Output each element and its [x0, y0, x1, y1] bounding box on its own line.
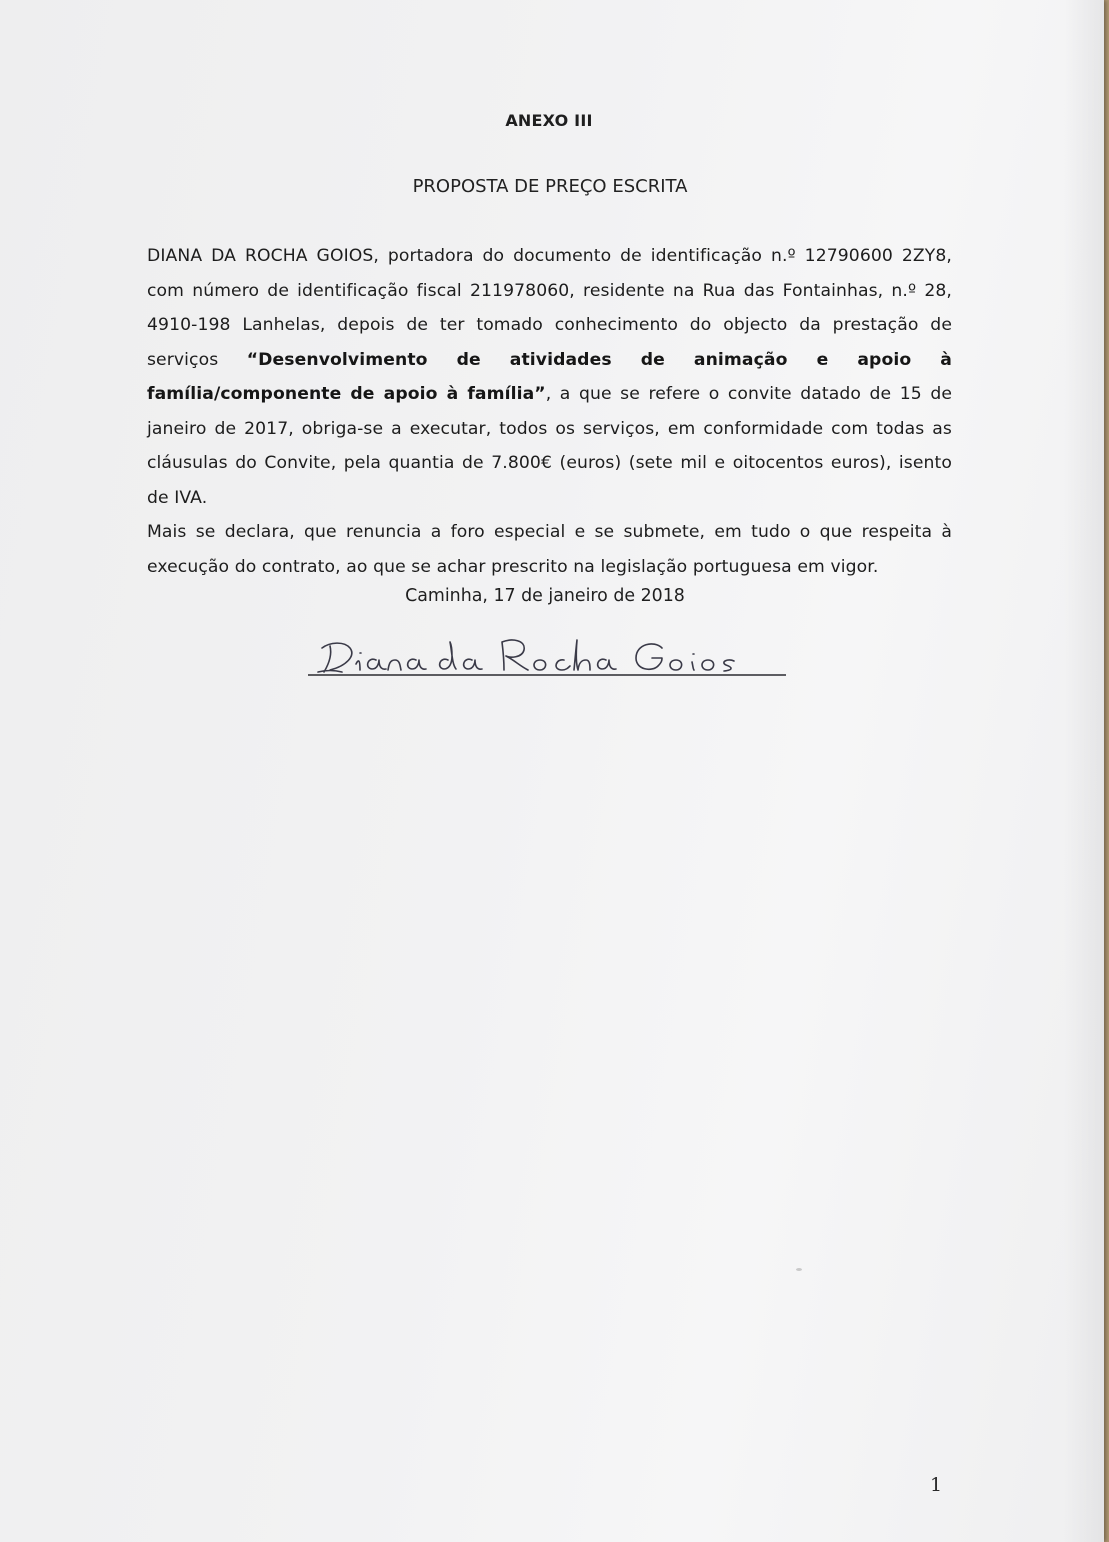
annex-title-text: ANEXO III [505, 111, 593, 130]
declaration-paragraph: Mais se declara, que renuncia a foro especial e se submete, em tudo o que respeita à execução do contrato, ao que se achar prescrito na legislação portuguesa em vigor. [147, 522, 952, 577]
handwritten-signature [300, 626, 790, 682]
proposal-text-intro: DIANA DA ROCHA GOIOS, portadora do documento de identificação n.º 12790600 2ZY8, com número de identificação fiscal 211978060, residente na Rua das Fontainhas, n.º 28, 4910-198 Lanhelas, depois de ter tomado conhecimento do objecto da prestação de serviços [147, 246, 952, 370]
document-body [147, 239, 952, 584]
annex-title [0, 111, 1104, 130]
service-name: “Desenvolvimento de atividades de animação e apoio à família/componente de apoio à família” [147, 349, 952, 404]
page-edge-shading [1064, 0, 1104, 1542]
document-title-text: PROPOSTA DE PREÇO ESCRITA [412, 176, 688, 197]
paper-smudge [796, 1268, 802, 1271]
proposal-paragraph [147, 239, 952, 515]
place-and-date-text: Caminha, 17 de janeiro de 2018 [405, 586, 685, 606]
place-and-date [0, 586, 1104, 606]
signature-block [300, 626, 790, 682]
proposal-text-terms: , a que se refere o convite datado de 15 de janeiro de 2017, obriga-se a executar, todos os serviços, em conformidade com todas as cláusulas do Convite, pela quantia de 7.800€ (euros) (sete mil e oitocentos euros), isento de IVA. [147, 384, 953, 508]
document-title [0, 176, 1104, 197]
page-number: 1 [930, 1474, 943, 1496]
